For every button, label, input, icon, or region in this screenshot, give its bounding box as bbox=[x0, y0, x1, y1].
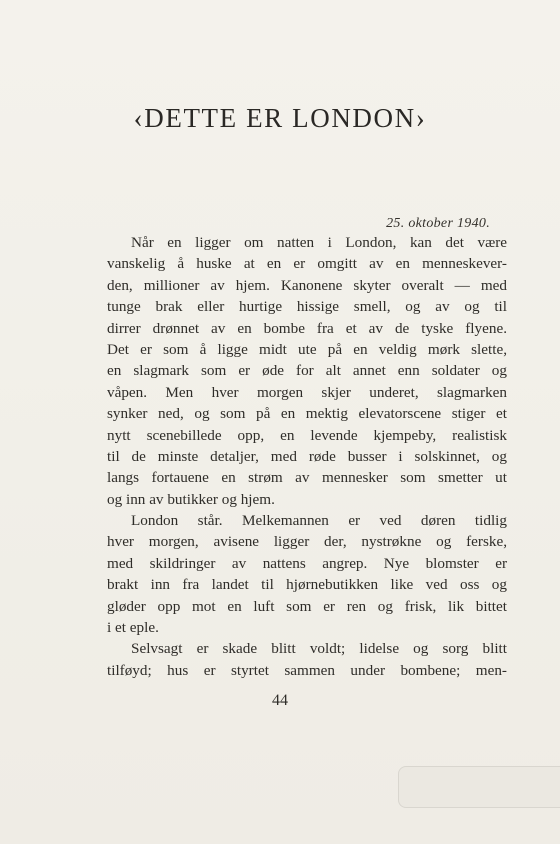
text-line: en slagmark som er øde for alt annet enn soldater og bbox=[107, 362, 507, 380]
text-line: Det er som å ligge midt ute på en veldig mørk slette, bbox=[107, 340, 507, 358]
text-line: tilføyd; hus er styrtet sammen under bombene; men- bbox=[107, 661, 507, 679]
body-text bbox=[107, 232, 507, 681]
text-line: våpen. Men hver morgen skjer underet, slagmarken bbox=[107, 383, 507, 401]
text-line: dirrer drønnet av en bombe fra et av de tyske flyene. bbox=[107, 319, 507, 337]
dateline: 25. oktober 1940. bbox=[386, 216, 490, 231]
text-line: hver morgen, avisene ligger der, nystrøkne og ferske, bbox=[107, 533, 507, 551]
text-line: vanskelig å huske at en er omgitt av en menneskever- bbox=[107, 255, 507, 273]
text-line: London står. Melkemannen er ved døren tidlig bbox=[131, 512, 507, 530]
text-line: med skildringer av nattens angrep. Nye blomster er bbox=[107, 554, 507, 572]
text-line: brakt inn fra landet til hjørnebutikken like ved oss og bbox=[107, 576, 507, 594]
page-edge-tab bbox=[398, 766, 560, 808]
text-line: nytt scenebillede opp, en levende kjempeby, realistisk bbox=[107, 426, 507, 444]
chapter-title: ‹DETTE ER LONDON› bbox=[133, 103, 427, 133]
text-line: synker ned, og som på en mektig elevatorscene stiger et bbox=[107, 405, 507, 423]
text-line: langs fortauene en strøm av mennesker som smetter ut bbox=[107, 469, 507, 487]
text-line: til de minste detaljer, med røde busser i solskinnet, og bbox=[107, 447, 507, 465]
text-line: og inn av butikker og hjem. bbox=[107, 490, 275, 508]
page-number: 44 bbox=[272, 692, 288, 709]
text-line: Selvsagt er skade blitt voldt; lidelse og sorg blitt bbox=[131, 640, 507, 658]
text-line: den, millioner av hjem. Kanonene skyter overalt — med bbox=[107, 276, 507, 294]
text-line: gløder opp mot en luft som er ren og frisk, lik bittet bbox=[107, 597, 507, 615]
text-line: Når en ligger om natten i London, kan det være bbox=[131, 234, 507, 251]
text-line: i et eple. bbox=[107, 619, 159, 637]
text-line: tunge brak eller hurtige hissige smell, og av og til bbox=[107, 298, 507, 316]
